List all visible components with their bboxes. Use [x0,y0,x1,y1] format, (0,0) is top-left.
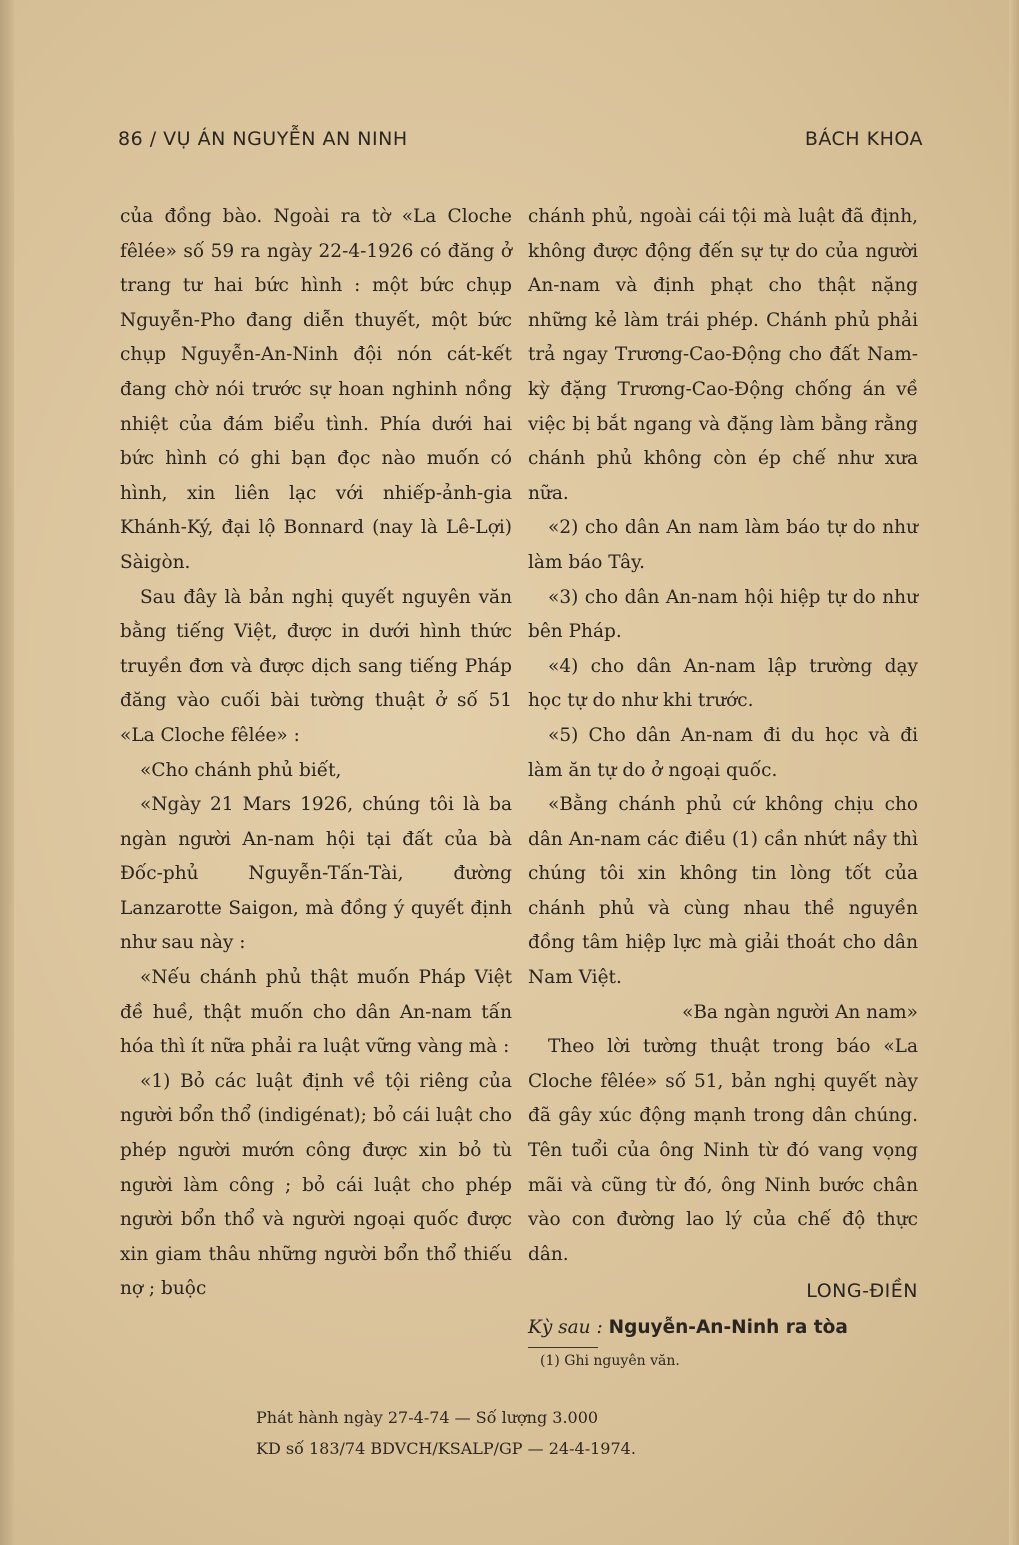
paragraph: «Bằng chánh phủ cứ không chịu cho dân An-nam các điều (1) cần nhứt nầy thì chúng tôi xin không tin lòng tốt của chánh phủ và cùng nhau thề nguyền đồng tâm hiệp lực mà giải thoát cho dân Nam Việt. [528,794,918,989]
page-edge-right [1009,0,1019,1545]
author-signature: LONG-ĐIỀN [806,1280,918,1303]
paragraph: Sau đây là bản nghị quyết nguyên văn bằng tiếng Việt, được in dưới hình thức truyền đơn và được dịch sang tiếng Pháp đăng vào cuối bài tường thuật ở số 51 «La Cloche fêlée» : [120,586,512,746]
imprint-line-1: Phát hành ngày 27-4-74 — Số lượng 3.000 [256,1408,599,1427]
right-column [528,200,918,1374]
paragraph: «Cho chánh phủ biết, [140,759,342,781]
imprint-line-2: KD số 183/74 BDVCH/KSALP/GP — 24-4-1974. [256,1439,636,1458]
footnote: (1) Ghi nguyên văn. [540,1353,680,1369]
left-column [120,200,512,1307]
next-issue-title: Nguyễn-An-Ninh ra tòa [608,1317,848,1338]
paragraph: «2) cho dân An nam làm báo tự do như làm báo Tây. [528,517,918,573]
paragraph: «Nếu chánh phủ thật muốn Pháp Việt đề huề, thật muốn cho dân An-nam tấn hóa thì ít nữa phải ra luật vững vàng mà : [120,967,512,1058]
running-header [118,128,923,150]
page-edge-left [0,0,14,1545]
paragraph: «4) cho dân An-nam lập trường dạy học tự do như khi trước. [528,655,918,712]
paragraph: «3) cho dân An-nam hội hiệp tự do như bên Pháp. [528,586,918,643]
next-issue-label: Kỳ sau : [528,1317,603,1338]
paragraph: chánh phủ, ngoài cái tội mà luật đã định, không được động đến sự tự do của người An-nam và định phạt cho thật nặng những kẻ làm trái phép. Chánh phủ phải trả ngay Trương-Cao-Động cho đất Nam-kỳ đặng Trương-Cao-Động chống án về việc bị bắt ngang và đặng làm bằng rằng chánh phủ không còn ép chế như xưa nữa. [528,206,918,504]
paragraph: Theo lời tường thuật trong báo «La Cloche fêlée» số 51, bản nghị quyết này đã gây xúc động mạnh trong dân chúng. Tên tuổi của ông Ninh từ đó vang vọng mãi và cũng từ đó, ông Ninh bước chân vào con đường lao lý của chế độ thực dân. [528,1036,918,1265]
next-issue-note [528,1313,918,1343]
running-header-right: BÁCH KHOA [804,128,923,150]
paragraph: «1) Bỏ các luật định về tội riêng của người bổn thổ (indigénat); bỏ cái luật cho phép người mướn công được xin bỏ tù người làm công ; bỏ cái luật cho phép người bổn thổ và người ngoại quốc được xin giam thâu những người bổn thổ thiếu nợ ; buộc [120,1070,512,1300]
paragraph: của đồng bào. Ngoài ra tờ «La Cloche fêlée» số 59 ra ngày 22-4-1926 có đăng ở trang tư hai bức hình : một bức chụp Nguyễn-Pho đang diễn thuyết, một bức chụp Nguyễn-An-Ninh đội nón cát-kết đang chờ nói trước sự hoan nghinh nồng nhiệt của đám biểu tình. Phía dưới hai bức hình có ghi bạn đọc nào muốn có hình, xin liên lạc với nhiếp-ảnh-gia Khánh-Ký, đại lộ Bonnard (nay là Lê-Lợi) Sàigòn. [120,206,512,573]
imprint [256,1402,776,1464]
resolution-signature: «Ba ngàn người An nam» [682,1001,918,1023]
paragraph: «Ngày 21 Mars 1926, chúng tôi là ba ngàn người An-nam hội tại đất của bà Đốc-phủ Nguyễn-Tấn-Tài, đường Lanzarotte Saigon, mà đồng ý quyết định như sau này : [120,794,512,954]
running-header-left: 86 / VỤ ÁN NGUYỄN AN NINH [118,128,408,150]
paragraph: «5) Cho dân An-nam đi du học và đi làm ăn tự do ở ngoại quốc. [528,724,918,781]
